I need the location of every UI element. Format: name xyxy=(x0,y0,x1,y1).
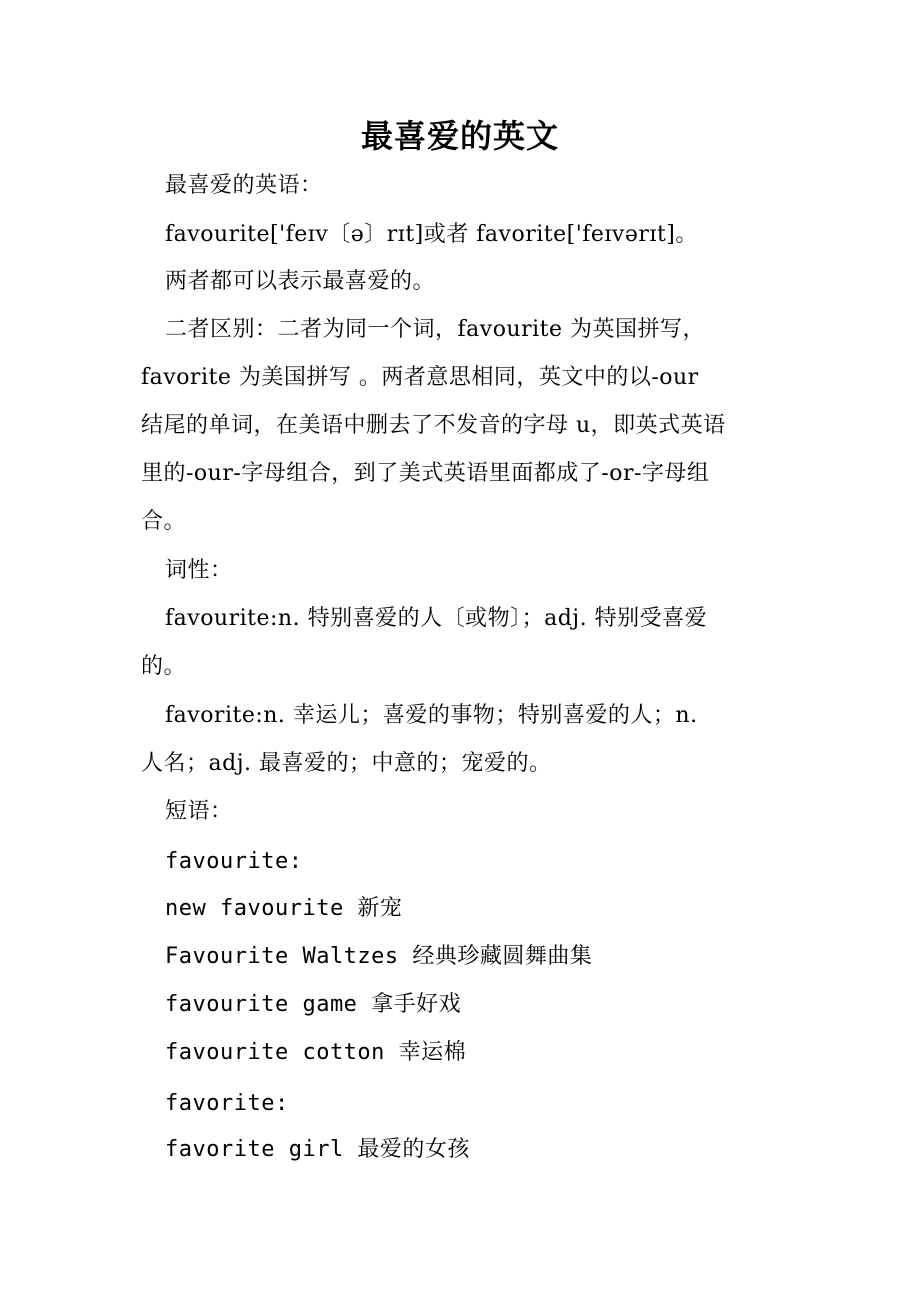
difference-line-2: favorite 为美国拼写 。两者意思相同，英文中的以-our xyxy=(141,365,699,390)
difference-line-1: 二者区别：二者为同一个词，favourite 为英国拼写， xyxy=(165,317,706,342)
pos-favorite-line-1: favorite:n. 幸运儿；喜爱的事物；特别喜爱的人；n. xyxy=(165,703,698,728)
pos-favorite-line-2: 人名；adj. 最喜爱的；中意的；宠爱的。 xyxy=(141,751,552,776)
phrase-item: favourite game 拿手好戏 xyxy=(165,992,462,1017)
difference-line-3: 结尾的单词，在美语中删去了不发音的字母 u，即英式英语 xyxy=(141,413,726,438)
pos-favourite-line-1: favourite:n. 特别喜爱的人〔或物〕；adj. 特别受喜爱 xyxy=(165,606,708,631)
document-title: 最喜爱的英文 xyxy=(360,117,559,155)
meaning-line: 两者都可以表示最喜爱的。 xyxy=(165,269,436,294)
section-heading-pos: 词性： xyxy=(165,558,233,583)
difference-line-4: 里的-our-字母组合，到了美式英语里面都成了-or-字母组 xyxy=(141,461,710,486)
pos-favourite-line-2: 的。 xyxy=(141,654,187,679)
phrase-item: favourite cotton 幸运棉 xyxy=(165,1040,467,1065)
difference-line-5: 合。 xyxy=(141,509,187,534)
phrase-item: favorite girl 最爱的女孩 xyxy=(165,1137,470,1162)
phrase-item: new favourite 新宠 xyxy=(165,896,403,921)
pronunciation-line: favourite['feɪv〔ə〕rɪt]或者 favorite['feɪvərɪt]。 xyxy=(165,222,698,247)
phrase-group-favourite: favourite: xyxy=(165,849,303,874)
section-heading-english: 最喜爱的英语： xyxy=(165,173,323,198)
phrase-group-favorite: favorite: xyxy=(165,1091,289,1116)
phrase-item: Favourite Waltzes 经典珍藏圆舞曲集 xyxy=(165,944,593,969)
section-heading-phrases: 短语： xyxy=(165,799,233,824)
